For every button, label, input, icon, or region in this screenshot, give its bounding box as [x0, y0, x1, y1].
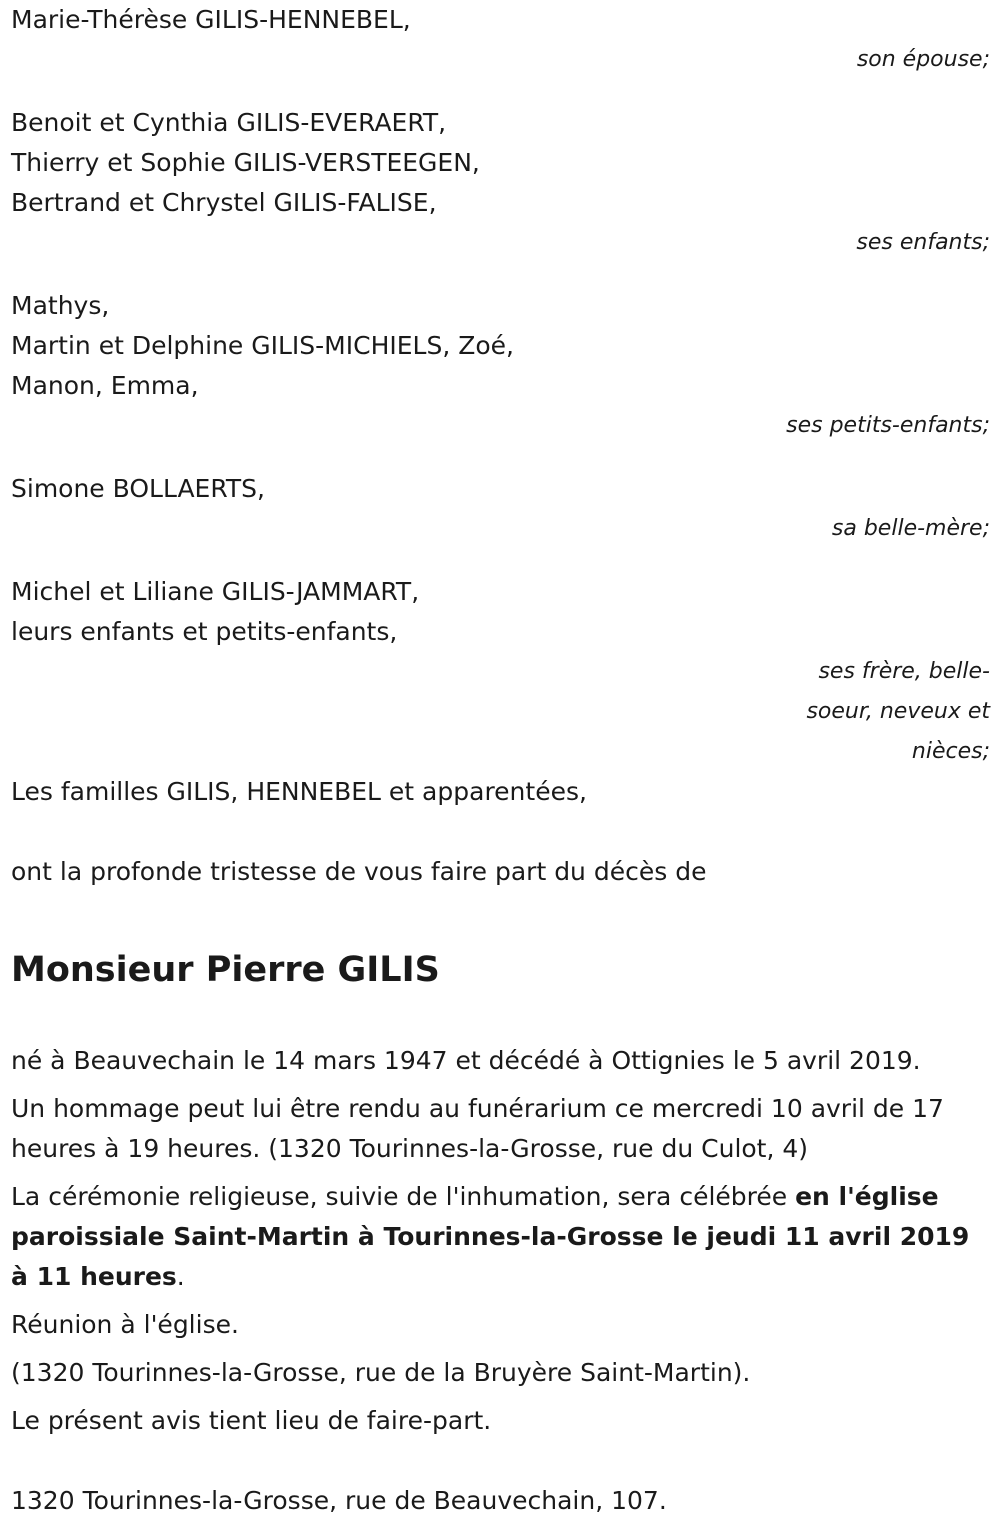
family-role: ses enfants;: [856, 230, 990, 255]
family-group-grandchildren: [11, 286, 990, 446]
family-name-line: leurs enfants et petits-enfants,: [11, 617, 398, 646]
announcement: ont la profonde tristesse de vous faire part du décès de: [11, 857, 707, 886]
ceremony-end: .: [176, 1262, 185, 1291]
ceremony-location-time: en l'église paroissiale Saint-Martin à Tourinnes-la-Grosse le jeudi 11 avril 2019 à 11 heures: [11, 1182, 970, 1291]
family-name-line: Thierry et Sophie GILIS-VERSTEEGEN,: [11, 148, 480, 177]
ceremony-intro: La cérémonie religieuse, suivie de l'inhumation, sera célébrée: [11, 1182, 796, 1211]
family-name-line: Manon, Emma,: [11, 371, 199, 400]
extended-family: Les familles GILIS, HENNEBEL et apparentées,: [11, 777, 587, 806]
deceased-name: Monsieur Pierre GILIS: [11, 950, 440, 990]
family-group-spouse: [11, 0, 990, 80]
family-name-line: Martin et Delphine GILIS-MICHIELS, Zoé,: [11, 331, 514, 360]
birth-death-dates: né à Beauvechain le 14 mars 1947 et décédé à Ottignies le 5 avril 2019.: [11, 1046, 921, 1075]
family-role: ses frère, belle-soeur, neveux et nièces;: [806, 659, 990, 764]
ceremony-info: [11, 1177, 990, 1297]
home-address: 1320 Tourinnes-la-Grosse, rue de Beauvechain, 107.: [11, 1486, 667, 1515]
family-name-line: Marie-Thérèse GILIS-HENNEBEL,: [11, 5, 411, 34]
family-role: ses petits-enfants;: [786, 413, 990, 438]
meeting-info: Réunion à l'église.: [11, 1310, 239, 1339]
family-name-line: Simone BOLLAERTS,: [11, 474, 265, 503]
family-name-line: Michel et Liliane GILIS-JAMMART,: [11, 577, 420, 606]
family-group-mother-in-law: [11, 469, 990, 549]
meeting-address: (1320 Tourinnes-la-Grosse, rue de la Bruyère Saint-Martin).: [11, 1358, 751, 1387]
obituary-notice: [11, 0, 990, 1529]
family-group-siblings: [11, 572, 990, 772]
family-name-line: Mathys,: [11, 291, 110, 320]
tribute-info: Un hommage peut lui être rendu au funérarium ce mercredi 10 avril de 17 heures à 19 heures. (1320 Tourinnes-la-Grosse, rue du Culot, 4): [11, 1094, 944, 1163]
family-role: sa belle-mère;: [831, 516, 990, 541]
notice-text: Le présent avis tient lieu de faire-part.: [11, 1406, 492, 1435]
family-name-line: Bertrand et Chrystel GILIS-FALISE,: [11, 188, 437, 217]
family-role: son épouse;: [856, 47, 990, 72]
family-name-line: Benoit et Cynthia GILIS-EVERAERT,: [11, 108, 447, 137]
family-group-children: [11, 103, 990, 263]
